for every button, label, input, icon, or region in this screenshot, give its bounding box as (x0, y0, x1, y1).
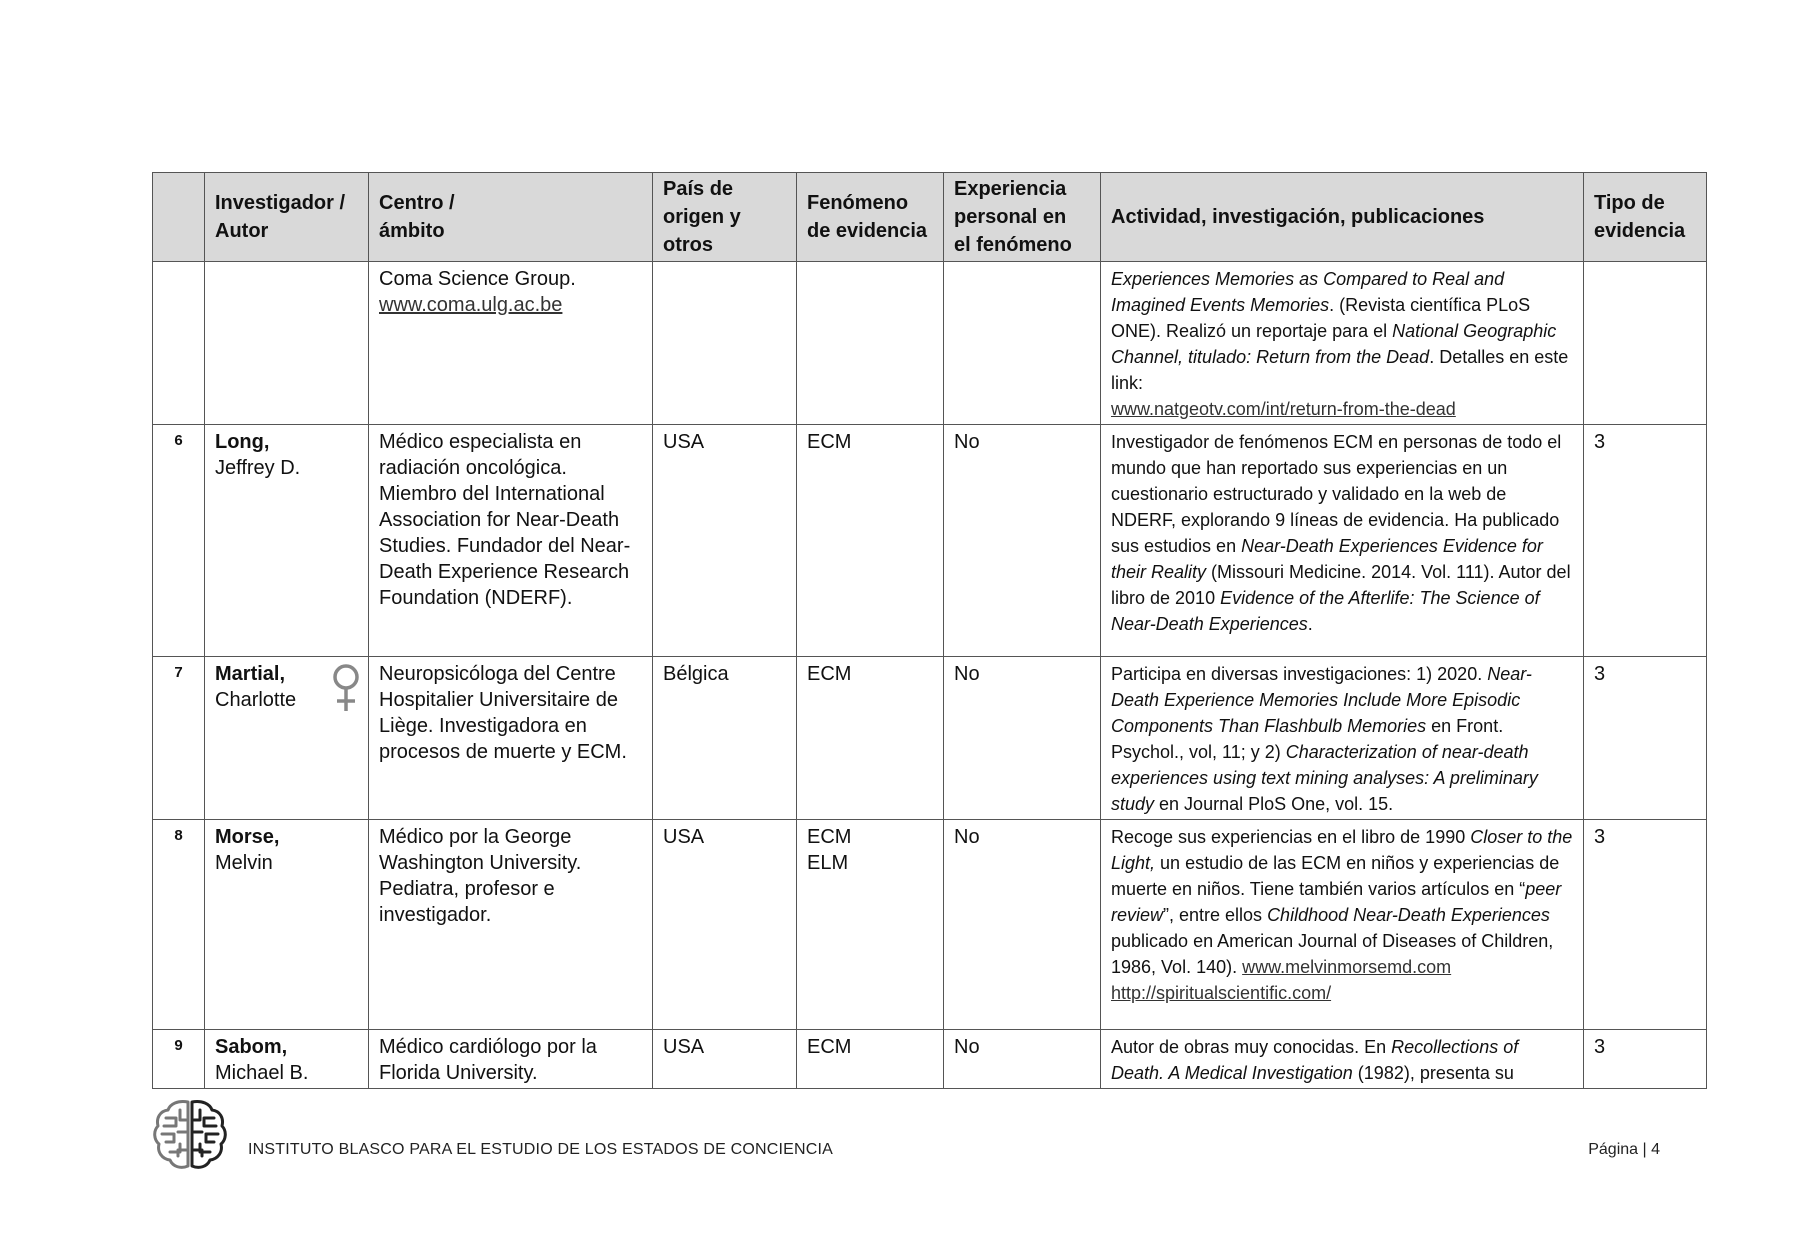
table-row (153, 1030, 1707, 1089)
cell-country: USA (653, 820, 797, 1030)
cell-type: 3 (1584, 1030, 1707, 1089)
header-phenomenon-line1: Fenómeno (807, 192, 909, 214)
cell-phenomenon (797, 425, 944, 657)
header-row (153, 173, 1707, 262)
cell-num: 9 (153, 1030, 205, 1089)
cell-num: 6 (153, 425, 205, 657)
header-type-line2: evidencia (1594, 220, 1686, 242)
author-surname: Morse, (215, 826, 280, 848)
cell-phenomenon (797, 820, 944, 1030)
cell-type (1584, 262, 1707, 425)
activity-italic: Recollections of Death. A Medical Investigation (1111, 1037, 1519, 1083)
header-experience (944, 173, 1101, 262)
brain-logo-icon (152, 1096, 228, 1172)
cell-phenomenon (797, 657, 944, 820)
header-country-line3: otros (663, 234, 713, 256)
activity-italic: peer review (1111, 879, 1562, 925)
cell-country: USA (653, 425, 797, 657)
page-number: Página | 4 (1588, 1141, 1660, 1158)
activity-italic: Childhood Near-Death Experiences (1267, 905, 1550, 925)
cell-type: 3 (1584, 657, 1707, 820)
spiritualscientific-link[interactable]: http://spiritualscientific.com/ (1111, 983, 1332, 1003)
author-given-name: Melvin (215, 852, 273, 874)
cell-author (205, 657, 369, 820)
table-row (153, 657, 1707, 820)
header-center-line2: ámbito (379, 220, 445, 242)
activity-text: publicado en American Journal of Diseases of Children, 1986, Vol. 140). (1111, 931, 1554, 977)
cell-experience: No (944, 820, 1101, 1030)
natgeo-link[interactable]: www.natgeotv.com/int/return-from-the-dead (1111, 399, 1456, 419)
header-experience-line3: el fenómeno (954, 234, 1072, 256)
activity-text: Participa en diversas investigaciones: 1) 2020. (1111, 664, 1488, 684)
cell-type: 3 (1584, 425, 1707, 657)
cell-center: Médico cardiólogo por la Florida University. (369, 1030, 653, 1089)
header-phenomenon (797, 173, 944, 262)
cell-country (653, 262, 797, 425)
activity-text: . (Revista científica PLoS ONE). Realizó un reportaje para el (1111, 295, 1531, 341)
header-type (1584, 173, 1707, 262)
activity-italic: Characterization of near-death experiences using text mining analyses: A preliminary study (1111, 742, 1538, 814)
activity-italic: Near-Death Experience Memories Include More Episodic Components Than Flashbulb Memories (1111, 664, 1532, 736)
header-phenomenon-line2: de evidencia (807, 220, 928, 242)
activity-italic: Closer to the Light, (1111, 827, 1573, 873)
table-row (153, 425, 1707, 657)
author-surname: Martial, (215, 663, 286, 685)
activity-text: (1982), presenta su (1352, 1063, 1514, 1083)
cell-author (205, 1030, 369, 1089)
cell-experience: No (944, 1030, 1101, 1089)
header-center-line1: Centro / (379, 192, 455, 214)
cell-country: Bélgica (653, 657, 797, 820)
header-activity: Actividad, investigación, publicaciones (1101, 173, 1584, 262)
activity-text: en Front. Psychol., vol, 11; y 2) (1111, 716, 1504, 762)
header-type-line1: Tipo de (1594, 192, 1665, 214)
cell-activity (1101, 657, 1584, 820)
activity-text: Autor de obras muy conocidas. En (1111, 1037, 1392, 1057)
activity-text: en Journal PloS One, vol. 15. (1154, 794, 1394, 814)
phenomenon-item: ECM (807, 663, 852, 685)
header-country (653, 173, 797, 262)
activity-text: un estudio de las ECM en niños y experiencias de muerte en niños. Tiene también varios artículos en “ (1111, 853, 1560, 899)
header-center (369, 173, 653, 262)
cell-phenomenon (797, 262, 944, 425)
header-experience-line2: personal en (954, 206, 1067, 228)
cell-activity (1101, 425, 1584, 657)
header-experience-line1: Experiencia (954, 178, 1067, 200)
cell-num: 8 (153, 820, 205, 1030)
table-row-continuation (153, 262, 1707, 425)
author-surname: Sabom, (215, 1036, 288, 1058)
cell-center: Médico especialista en radiación oncológica. Miembro del International Association for Near-Death Studies. Fundador del Near-Death Experience Research Foundation (NDERF). (369, 425, 653, 657)
cell-num: 7 (153, 657, 205, 820)
header-author (205, 173, 369, 262)
cell-center: Neuropsicóloga del Centre Hospitalier Universitaire de Liège. Investigadora en procesos de muerte y ECM. (369, 657, 653, 820)
cell-activity (1101, 1030, 1584, 1089)
phenomenon-item: ECM (807, 826, 852, 848)
activity-text: . (1307, 614, 1313, 634)
author-given-name: Michael B. (215, 1062, 309, 1084)
cell-phenomenon (797, 1030, 944, 1089)
center-text: Coma Science Group. (379, 268, 576, 290)
activity-text: Recoge sus experiencias en el libro de 1990 (1111, 827, 1471, 847)
author-block (215, 661, 358, 713)
activity-text: ”, entre ellos (1163, 905, 1268, 925)
header-author-line1: Investigador / (215, 192, 346, 214)
author-given-name: Charlotte (215, 689, 297, 711)
researchers-table (152, 172, 1707, 1089)
author-given-name: Jeffrey D. (215, 457, 301, 479)
table-row (153, 820, 1707, 1030)
activity-text: . Detalles en este link: (1111, 347, 1569, 393)
cell-center: Médico por la George Washington University. Pediatra, profesor e investigador. (369, 820, 653, 1030)
cell-center (369, 262, 653, 425)
phenomenon-item: ELM (807, 852, 849, 874)
coma-link[interactable]: www.coma.ulg.ac.be (379, 294, 563, 316)
header-country-line2: origen y (663, 206, 741, 228)
cell-experience: No (944, 657, 1101, 820)
cell-activity (1101, 820, 1584, 1030)
melvinmorse-link[interactable]: www.melvinmorsemd.com (1242, 957, 1452, 977)
cell-experience (944, 262, 1101, 425)
header-num (153, 173, 205, 262)
activity-italic: Evidence of the Afterlife: The Science of Near-Death Experiences (1111, 588, 1540, 634)
author-surname: Long, (215, 431, 270, 453)
activity-text: Investigador de fenómenos ECM en personas de todo el mundo que han reportado sus experiencias en un cuestionario estructurado y validado en la web de NDERF, explorando 9 líneas de evidencia. Ha publicado sus estudios en (1111, 432, 1562, 556)
activity-italic: Near-Death Experiences Evidence for their Reality (1111, 536, 1543, 582)
cell-type: 3 (1584, 820, 1707, 1030)
activity-italic: Experiences Memories as Compared to Real and Imagined Events Memories (1111, 269, 1505, 315)
cell-num (153, 262, 205, 425)
cell-author (205, 820, 369, 1030)
cell-experience: No (944, 425, 1101, 657)
activity-italic: National Geographic Channel, titulado: Return from the Dead (1111, 321, 1557, 367)
header-author-line2: Autor (215, 220, 269, 242)
activity-text: (Missouri Medicine. 2014. Vol. 111). Autor del libro de 2010 (1111, 562, 1571, 608)
phenomenon-item: ECM (807, 431, 852, 453)
female-symbol-icon (330, 663, 362, 713)
header-country-line1: País de (663, 178, 734, 200)
cell-country: USA (653, 1030, 797, 1089)
cell-activity (1101, 262, 1584, 425)
cell-author (205, 425, 369, 657)
footer-institute-name: INSTITUTO BLASCO PARA EL ESTUDIO DE LOS ESTADOS DE CONCIENCIA (248, 1141, 834, 1158)
cell-author (205, 262, 369, 425)
phenomenon-item: ECM (807, 1036, 852, 1058)
